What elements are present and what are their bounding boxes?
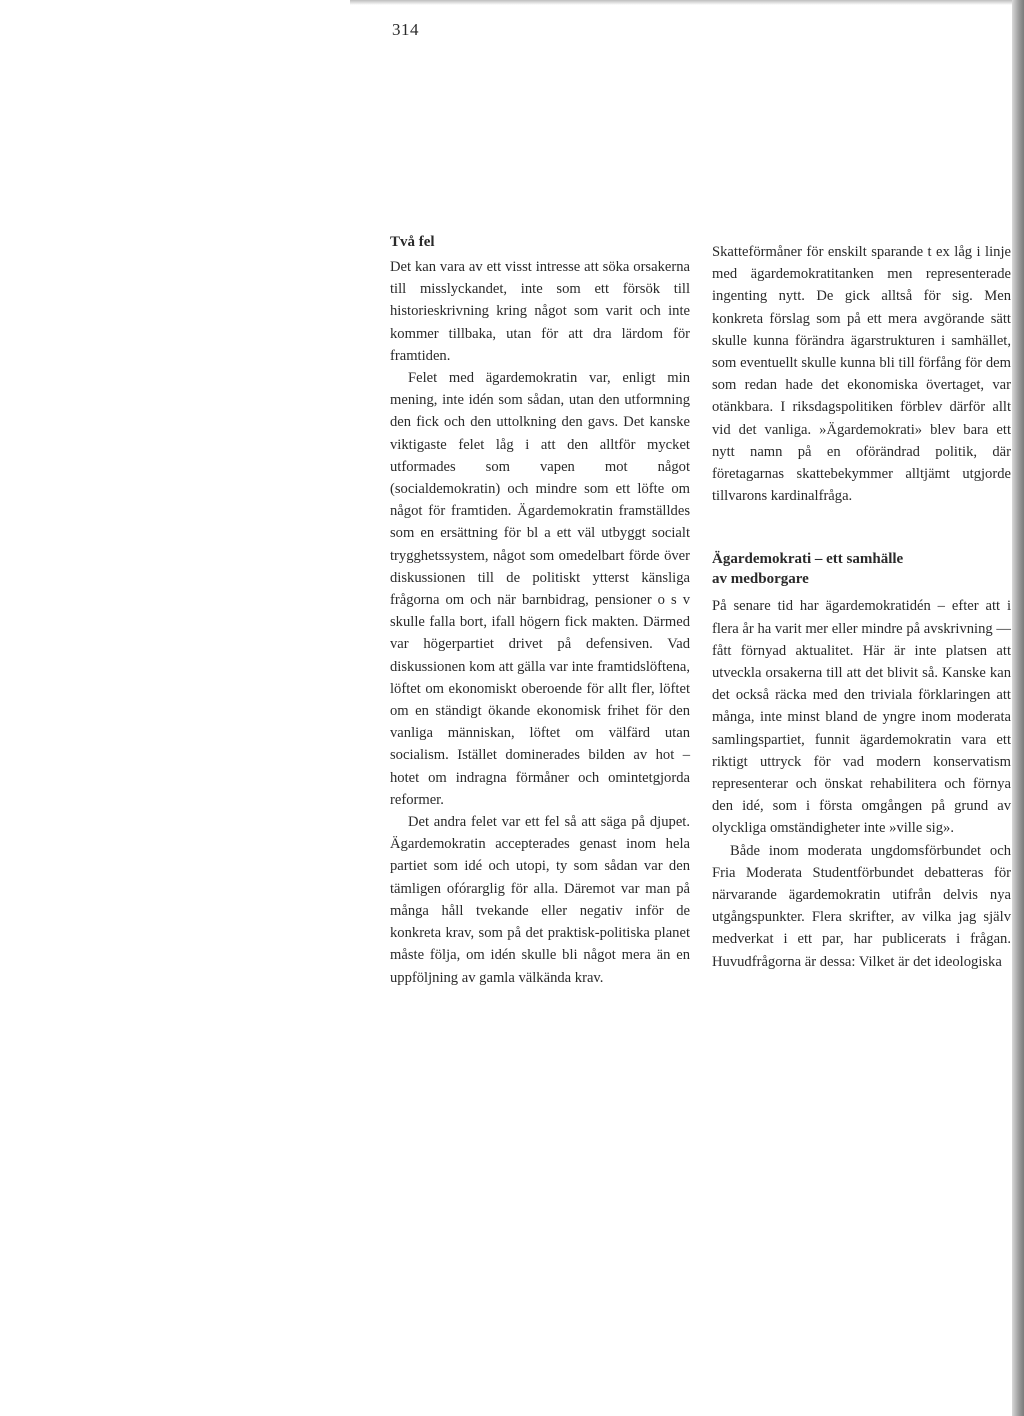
- page-number: 314: [392, 20, 419, 39]
- page-top-edge: [350, 0, 1024, 5]
- section-heading-tva-fel: Två fel: [390, 234, 435, 250]
- left-paragraph-2: Felet med ägardemokratin var, enligt min mening, inte idén som sådan, utan den utformning den fick och den uttolkning den gavs. Det kanske viktigaste felet låg i att den alltför mycket utformades som vapen mot något (socialdemokratin) och mindre som ett löfte om något för framtiden. Ägardemokratin framställdes som en ersättning för bl a ett väl utbyggt socialt trygghetssystem, något som omedelbart förde över diskussionen till de politiskt ytterst känsliga frågorna om och när barnbidrag, pensioner o s v skulle falla bort, ifall högern fick makten. Därmed var högerpartiet drivet på defensiven. Vad diskussionen kom att gälla var inte framtidslöftena, löftet om ekonomiskt oberoende för allt fler, löftet om en ständigt ökande ekonomisk frihet för den vanliga människan, löftet om välfärd utan socialism. Istället dominerades bilden av hot – hotet om indragna förmåner och omintetgjorda reformer.: [390, 370, 690, 808]
- section-heading-line-2: av medborgare: [712, 571, 809, 588]
- left-paragraph-1: Det kan vara av ett visst intresse att söka orsakerna till misslyckandet, inte som ett försök till historieskrivning kring något som varit och inte kommer tillbaka, utan för att dra lärdom för framtiden.: [390, 259, 690, 364]
- page-right-edge: [1012, 0, 1024, 1416]
- left-column: [390, 232, 690, 989]
- right-paragraph-3: Både inom moderata ungdomsförbundet och Fria Moderata Studentförbundet debatteras för närvarande ägardemokratin utifrån delvis nya utgångspunkter. Flera skrifter, av vilka jag själv medverkat i ett par, har publicerats i frågan. Huvudfrågorna är dessa: Vilket är det ideologiska: [712, 842, 1011, 970]
- right-paragraph-2: På senare tid har ägardemokratidén – efter att i flera år ha varit mer eller mindre på avskrivning — fått förnyad aktualitet. Här är inte platsen att utveckla orsakerna till att det blivit så. Kanske kan det också räcka med den triviala förklaringen att många, inte minst bland de yngre inom moderata samlingspartiet, funnit ägardemokratin vara ett riktigt uttryck för vad modern konservatism representerar och önskat rehabilitera och förnya den idé, som i första omgången på grund av olyckliga omständigheter inte »ville sig».: [712, 598, 1011, 837]
- right-column: [712, 241, 1011, 973]
- section-heading-line-1: Ägardemokrati – ett samhälle: [712, 551, 904, 568]
- left-paragraph-3: Det andra felet var ett fel så att säga på djupet. Ägardemokratin accepterades genast inom hela partiet som idé och utopi, ty som sådan var den tämligen ofórarglig för alla. Däremot var man på många håll tvekande eller negativ inför de konkreta krav, som på det praktisk-politiska planet måste följa, om idén skulle bli något mera än en uppföljning av gamla välkända krav.: [390, 814, 690, 986]
- section-heading-agardemokrati: [712, 549, 1011, 589]
- right-paragraph-1: Skatteförmåner för enskilt sparande t ex låg i linje med ägardemokratitanken men representerade ingenting nytt. De gick alltså för sig. Men konkreta förslag som på ett mera avgörande sätt skulle kunna förändra ägarstrukturen i samhället, som eventuellt skulle kunna bli till förfång för dem som redan hade det ekonomiska övertaget, var otänkbara. I riksdagspolitiken förblev därför allt vid det vanliga. »Ägardemokrati» blev bara ett nytt namn på en oförändrad politik, där företagarnas skattebekymmer alltjämt utgjorde tillvarons kardinalfråga.: [712, 244, 1011, 505]
